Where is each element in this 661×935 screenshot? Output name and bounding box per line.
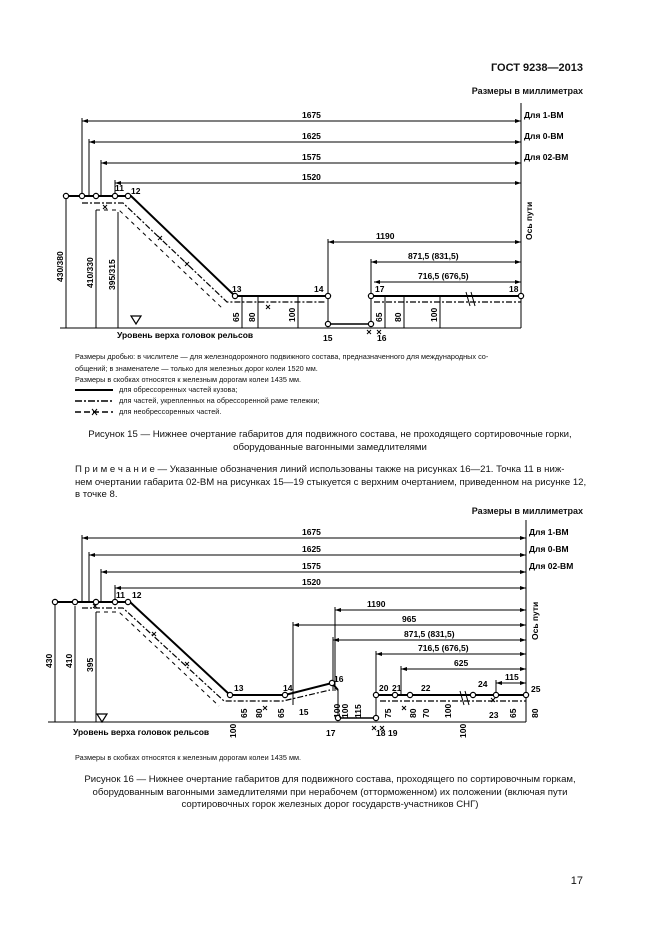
fig16-dim-1190: 1190 xyxy=(367,599,386,609)
fig15-point-17: 17 xyxy=(375,284,385,294)
fig15-point-15: 15 xyxy=(323,333,333,343)
legend-label: для необрессоренных частей. xyxy=(119,407,222,416)
fig16-label-1vm: Для 1-ВМ xyxy=(529,527,569,537)
fig16-point-22: 22 xyxy=(421,683,431,693)
fig16-point-19: 19 xyxy=(388,728,398,738)
remark-line: П р и м е ч а н и е — Указанные обозначения линий использованы также на рисунках 16—21. Точка 11 в ниж- xyxy=(75,464,565,475)
fig16-dim-1625: 1625 xyxy=(302,544,321,554)
fig16-point-21: 21 xyxy=(392,683,402,693)
fig16-dim-115: 115 xyxy=(353,704,363,718)
fig16-dim-7165: 716,5 (676,5) xyxy=(418,643,469,653)
fig15-label-0vm: Для 0-ВМ xyxy=(524,131,564,141)
fig16-notes xyxy=(75,752,585,764)
fig15-dim-1625: 1625 xyxy=(302,131,321,141)
fig15-notes xyxy=(75,351,585,386)
fig15-dim-65b: 65 xyxy=(374,312,384,322)
fig16-dim-1520: 1520 xyxy=(302,577,321,587)
fig16-point-14: 14 xyxy=(283,683,293,693)
fig16-point-11: 11 xyxy=(116,590,125,600)
standard-number: ГОСТ 9238—2013 xyxy=(490,62,583,74)
fig16-dim-100d: 100 xyxy=(443,703,453,718)
fig15-note-line: Размеры в скобках относятся к железным дорогам колеи 1435 мм. xyxy=(75,375,301,384)
fig15-dim-100b: 100 xyxy=(429,307,439,322)
fig16-dim-80a: 80 xyxy=(254,708,264,718)
fig16-dim-965: 965 xyxy=(402,614,417,624)
fig15-dim-80b: 80 xyxy=(393,312,403,322)
fig15-dim-1575: 1575 xyxy=(302,152,321,162)
fig16-point-15: 15 xyxy=(299,707,309,717)
fig16-dim-395: 395 xyxy=(85,657,95,672)
dash-dot-line-icon xyxy=(75,398,113,404)
fig16-point-24: 24 xyxy=(478,679,488,689)
fig16-dim-8715: 871,5 (831,5) xyxy=(404,629,455,639)
fig15-dim-395-315: 395/315 xyxy=(107,259,117,290)
fig15-note-line: общений; в знаменателе — только для железных дорог колеи 1520 мм. xyxy=(75,363,318,373)
caption-line: Рисунок 16 — Нижнее очертание габаритов для подвижного состава, проходящего по сортировочным горкам, xyxy=(84,774,576,785)
fig16-dim-625: 625 xyxy=(454,658,469,668)
fig15-note-line: Размеры дробью: в числителе — для железнодорожного подвижного состава, предназначенного для международных со- xyxy=(75,352,489,361)
fig16-dim-80b: 80 xyxy=(408,708,418,718)
fig16-dim-100b: 100 xyxy=(340,703,350,718)
fig16-point-20: 20 xyxy=(379,683,389,693)
fig16-dim-1575: 1575 xyxy=(302,561,321,571)
fig15-caption xyxy=(60,429,600,454)
fig16-note-line: Размеры в скобках относятся к железным дорогам колеи 1435 мм. xyxy=(75,753,301,762)
fig15-dim-430-380: 430/380 xyxy=(55,251,65,282)
fig15-label-1vm: Для 1-ВМ xyxy=(524,110,564,120)
fig16-dim-65b: 65 xyxy=(276,708,286,718)
fig15-dim-410-330: 410/330 xyxy=(85,257,95,288)
caption-line: оборудованные вагонными замедлителями xyxy=(233,441,427,453)
legend-label: для обрессоренных частей кузова; xyxy=(119,385,238,394)
fig15-dim-80a: 80 xyxy=(247,312,257,322)
fig15-dim-7165: 716,5 (676,5) xyxy=(418,271,469,281)
solid-line-icon xyxy=(75,387,113,393)
caption-line: оборудованным вагонными замедлителями при нерабочем (отторможенном) их положении (включая пути xyxy=(92,786,568,798)
fig15-point-18: 18 xyxy=(509,284,519,294)
fig16-dim-80c: 80 xyxy=(530,708,540,718)
fig16-axis-label: Ось пути xyxy=(530,601,540,640)
cross-line-icon xyxy=(75,408,113,416)
fig16-dim-100e: 100 xyxy=(458,723,468,738)
fig16-point-13: 13 xyxy=(234,683,244,693)
fig15-point-11: 11 xyxy=(115,183,124,193)
fig15-dim-1675: 1675 xyxy=(302,110,321,120)
fig15-rail-level: Уровень верха головок рельсов xyxy=(117,330,254,340)
fig16-label-02vm: Для 02-ВМ xyxy=(529,561,574,571)
fig15-axis-label: Ось пути xyxy=(524,201,534,240)
fig16-dim-70: 70 xyxy=(421,708,431,718)
fig15-dim-1190: 1190 xyxy=(376,231,395,241)
fig15-legend-cross xyxy=(75,406,221,417)
remark-paragraph xyxy=(75,464,587,502)
fig15-point-12: 12 xyxy=(131,186,141,196)
legend-label: для частей, укрепленных на обрессоренной раме тележки; xyxy=(119,396,320,405)
fig15-dim-1520: 1520 xyxy=(302,172,321,182)
fig16-units-note: Размеры в миллиметрах xyxy=(471,506,583,516)
fig16-dim-65c: 65 xyxy=(508,708,518,718)
fig15-legend-solid xyxy=(75,384,237,395)
fig16-caption xyxy=(55,774,605,812)
fig16-dim-100c: 100 xyxy=(332,703,342,718)
fig16-point-12: 12 xyxy=(132,590,142,600)
fig16-dim-1675: 1675 xyxy=(302,527,321,537)
fig16-label-0vm: Для 0-ВМ xyxy=(529,544,569,554)
fig15-point-16: 16 xyxy=(377,333,387,343)
fig15-point-14: 14 xyxy=(314,284,324,294)
fig15-dim-65a: 65 xyxy=(231,312,241,322)
fig15-dim-8715: 871,5 (831,5) xyxy=(408,251,459,261)
fig15-legend-dashdot xyxy=(75,395,320,406)
fig15-point-13: 13 xyxy=(232,284,242,294)
caption-line: сортировочных горок железных дорог государств-участников СНГ) xyxy=(181,799,479,810)
fig16-point-17: 17 xyxy=(326,728,336,738)
fig15-dim-100a: 100 xyxy=(287,307,297,322)
fig16-dim-65a: 65 xyxy=(239,708,249,718)
fig15-label-02vm: Для 02-ВМ xyxy=(524,152,569,162)
fig16-point-18: 18 xyxy=(376,728,386,738)
fig16-dim-430: 430 xyxy=(44,653,54,668)
fig16-dim-75: 75 xyxy=(383,708,393,718)
remark-line: нем очертании габарита 02-ВМ на рисунках 15—19 стыкуется с верхним очертанием, приведенном на рисунке 12, xyxy=(75,476,587,488)
page-number: 17 xyxy=(570,875,583,887)
fig16-rail-level: Уровень верха головок рельсов xyxy=(73,727,210,737)
fig16-dim-115: 115 xyxy=(505,672,519,682)
fig16-dim-410: 410 xyxy=(64,653,74,668)
fig16-point-16: 16 xyxy=(334,674,344,684)
fig16-point-25: 25 xyxy=(531,684,541,694)
remark-line: в точке 8. xyxy=(75,489,118,500)
fig16-point-23: 23 xyxy=(489,710,499,720)
fig16-dim-100a: 100 xyxy=(228,723,238,738)
caption-line: Рисунок 15 — Нижнее очертание габаритов для подвижного состава, не проходящего сортировочные горки, xyxy=(88,429,572,440)
fig15-units-note: Размеры в миллиметрах xyxy=(471,86,583,96)
